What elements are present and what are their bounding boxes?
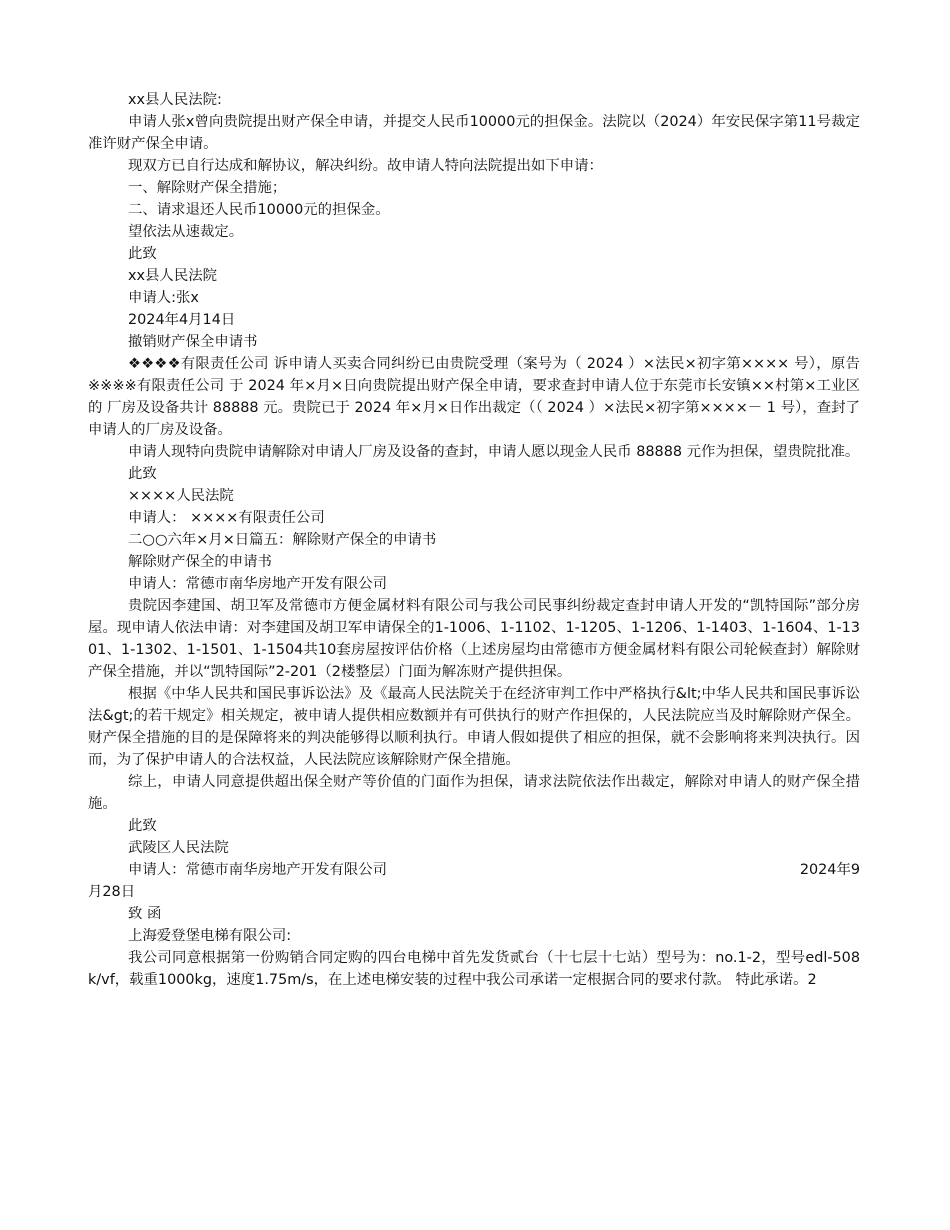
paragraph-18: 申请人：常德市南华房地产开发有限公司 [128,576,388,592]
paragraph-23: 武陵区人民法院 [128,840,229,856]
signature-applicant: 申请人：常德市南华房地产开发有限公司 [128,862,388,878]
paragraph-3: 一、解除财产保全措施； [128,180,287,196]
paragraph-13: 此致 [128,466,157,482]
paragraph-1: 申请人张x曾向贵院提出财产保全申请，并提交人民币10000元的担保金。法院以（2024）年安民保字第11号裁定准许财产保全申请。 [88,114,860,152]
paragraph-12: 申请人现特向贵院申请解除对申请人厂房及设备的查封，申请人愿以现金人民币 88888 元作为担保，望贵院批准。 [128,444,860,460]
paragraph-14: ××××人民法院 [128,488,234,504]
paragraph-8: 申请人:张x [128,290,199,306]
paragraph-6: 此致 [128,246,157,262]
paragraph-9: 2024年4月14日 [128,312,236,328]
paragraph-2: 现双方已自行达成和解协议，解决纠纷。故申请人特向法院提出如下申请： [128,158,603,174]
paragraph-21: 综上，申请人同意提供超出保全财产等价值的门面作为担保，请求法院依法作出裁定，解除对申请人的财产保全措施。 [88,774,860,812]
paragraph-5: 望依法从速裁定。 [128,224,244,240]
signature-date-head: 2024年9 [799,862,860,878]
paragraph-4: 二、请求退还人民币10000元的担保金。 [128,202,390,218]
letter-paragraph-1: 上海爱登堡电梯有限公司: [128,928,292,944]
document-page [88,89,860,991]
paragraph-0: xx县人民法院: [128,92,222,108]
letter-paragraph-2: 我公司同意根据第一份购销合同定购的四台电梯中首先发货贰台（十七层十七站）型号为：no.1-2，型号edl-508k/vf，载重1000kg，速度1.75m/s，在上述电梯安装的过程中我公司承诺一定根据合同的要求付款。 特此承诺。2 [88,950,860,988]
paragraph-17: 解除财产保全的申请书 [128,554,272,570]
signature-date-tail: 月28日 [88,884,136,900]
paragraph-16: 二○○六年×月×日篇五：解除财产保全的申请书 [128,532,437,548]
document-body-bottom [88,903,860,991]
paragraph-10: 撤销财产保全申请书 [128,334,258,350]
paragraph-11: ❖❖❖❖有限责任公司 诉申请人买卖合同纠纷已由贵院受理（案号为（ 2024 ）×法民×初字第×××× 号），原告 ※※※※有限责任公司 于 2024 年×月×日向贵院提出财产保全申请，要求查封申请人位于东莞市长安镇××村第×工业区的 厂房及设备共计 88888 元。贵院已于 2024 年×月×日作出裁定（（ 2024 ）×法民×初字第××××－ 1 号），查封了申请人的厂房及设备。 [88,356,860,438]
letter-paragraph-0: 致 函 [128,906,162,922]
signature-line [88,859,860,881]
paragraph-7: xx县人民法院 [128,268,217,284]
paragraph-15: 申请人： ××××有限责任公司 [128,510,325,526]
paragraph-22: 此致 [128,818,157,834]
paragraph-19: 贵院因李建国、胡卫军及常德市方便金属材料有限公司与我公司民事纠纷裁定查封申请人开发的“凯特国际”部分房屋。现申请人依法申请：对李建国及胡卫军申请保全的1-1006、1-1102、1-1205、1-1206、1-1403、1-1604、1-1301、1-1302、1-1501、1-1504共10套房屋按评估价格（上述房屋均由常德市方便金属材料有限公司轮候查封）解除财产保全措施，并以“凯特国际”2-201（2楼整层）门面为解冻财产提供担保。 [88,598,860,680]
document-body-top [88,89,860,859]
paragraph-20: 根据《中华人民共和国民事诉讼法》及《最高人民法院关于在经济审判工作中严格执行&lt;中华人民共和国民事诉讼法&gt;的若干规定》相关规定，被申请人提供相应数额并有可供执行的财产作担保的，人民法院应当及时解除财产保全。财产保全措施的目的是保障将来的判决能够得以顺利执行。申请人假如提供了相应的担保，就不会影响将来判决执行。因而，为了保护申请人的合法权益，人民法院应该解除财产保全措施。 [88,686,860,768]
